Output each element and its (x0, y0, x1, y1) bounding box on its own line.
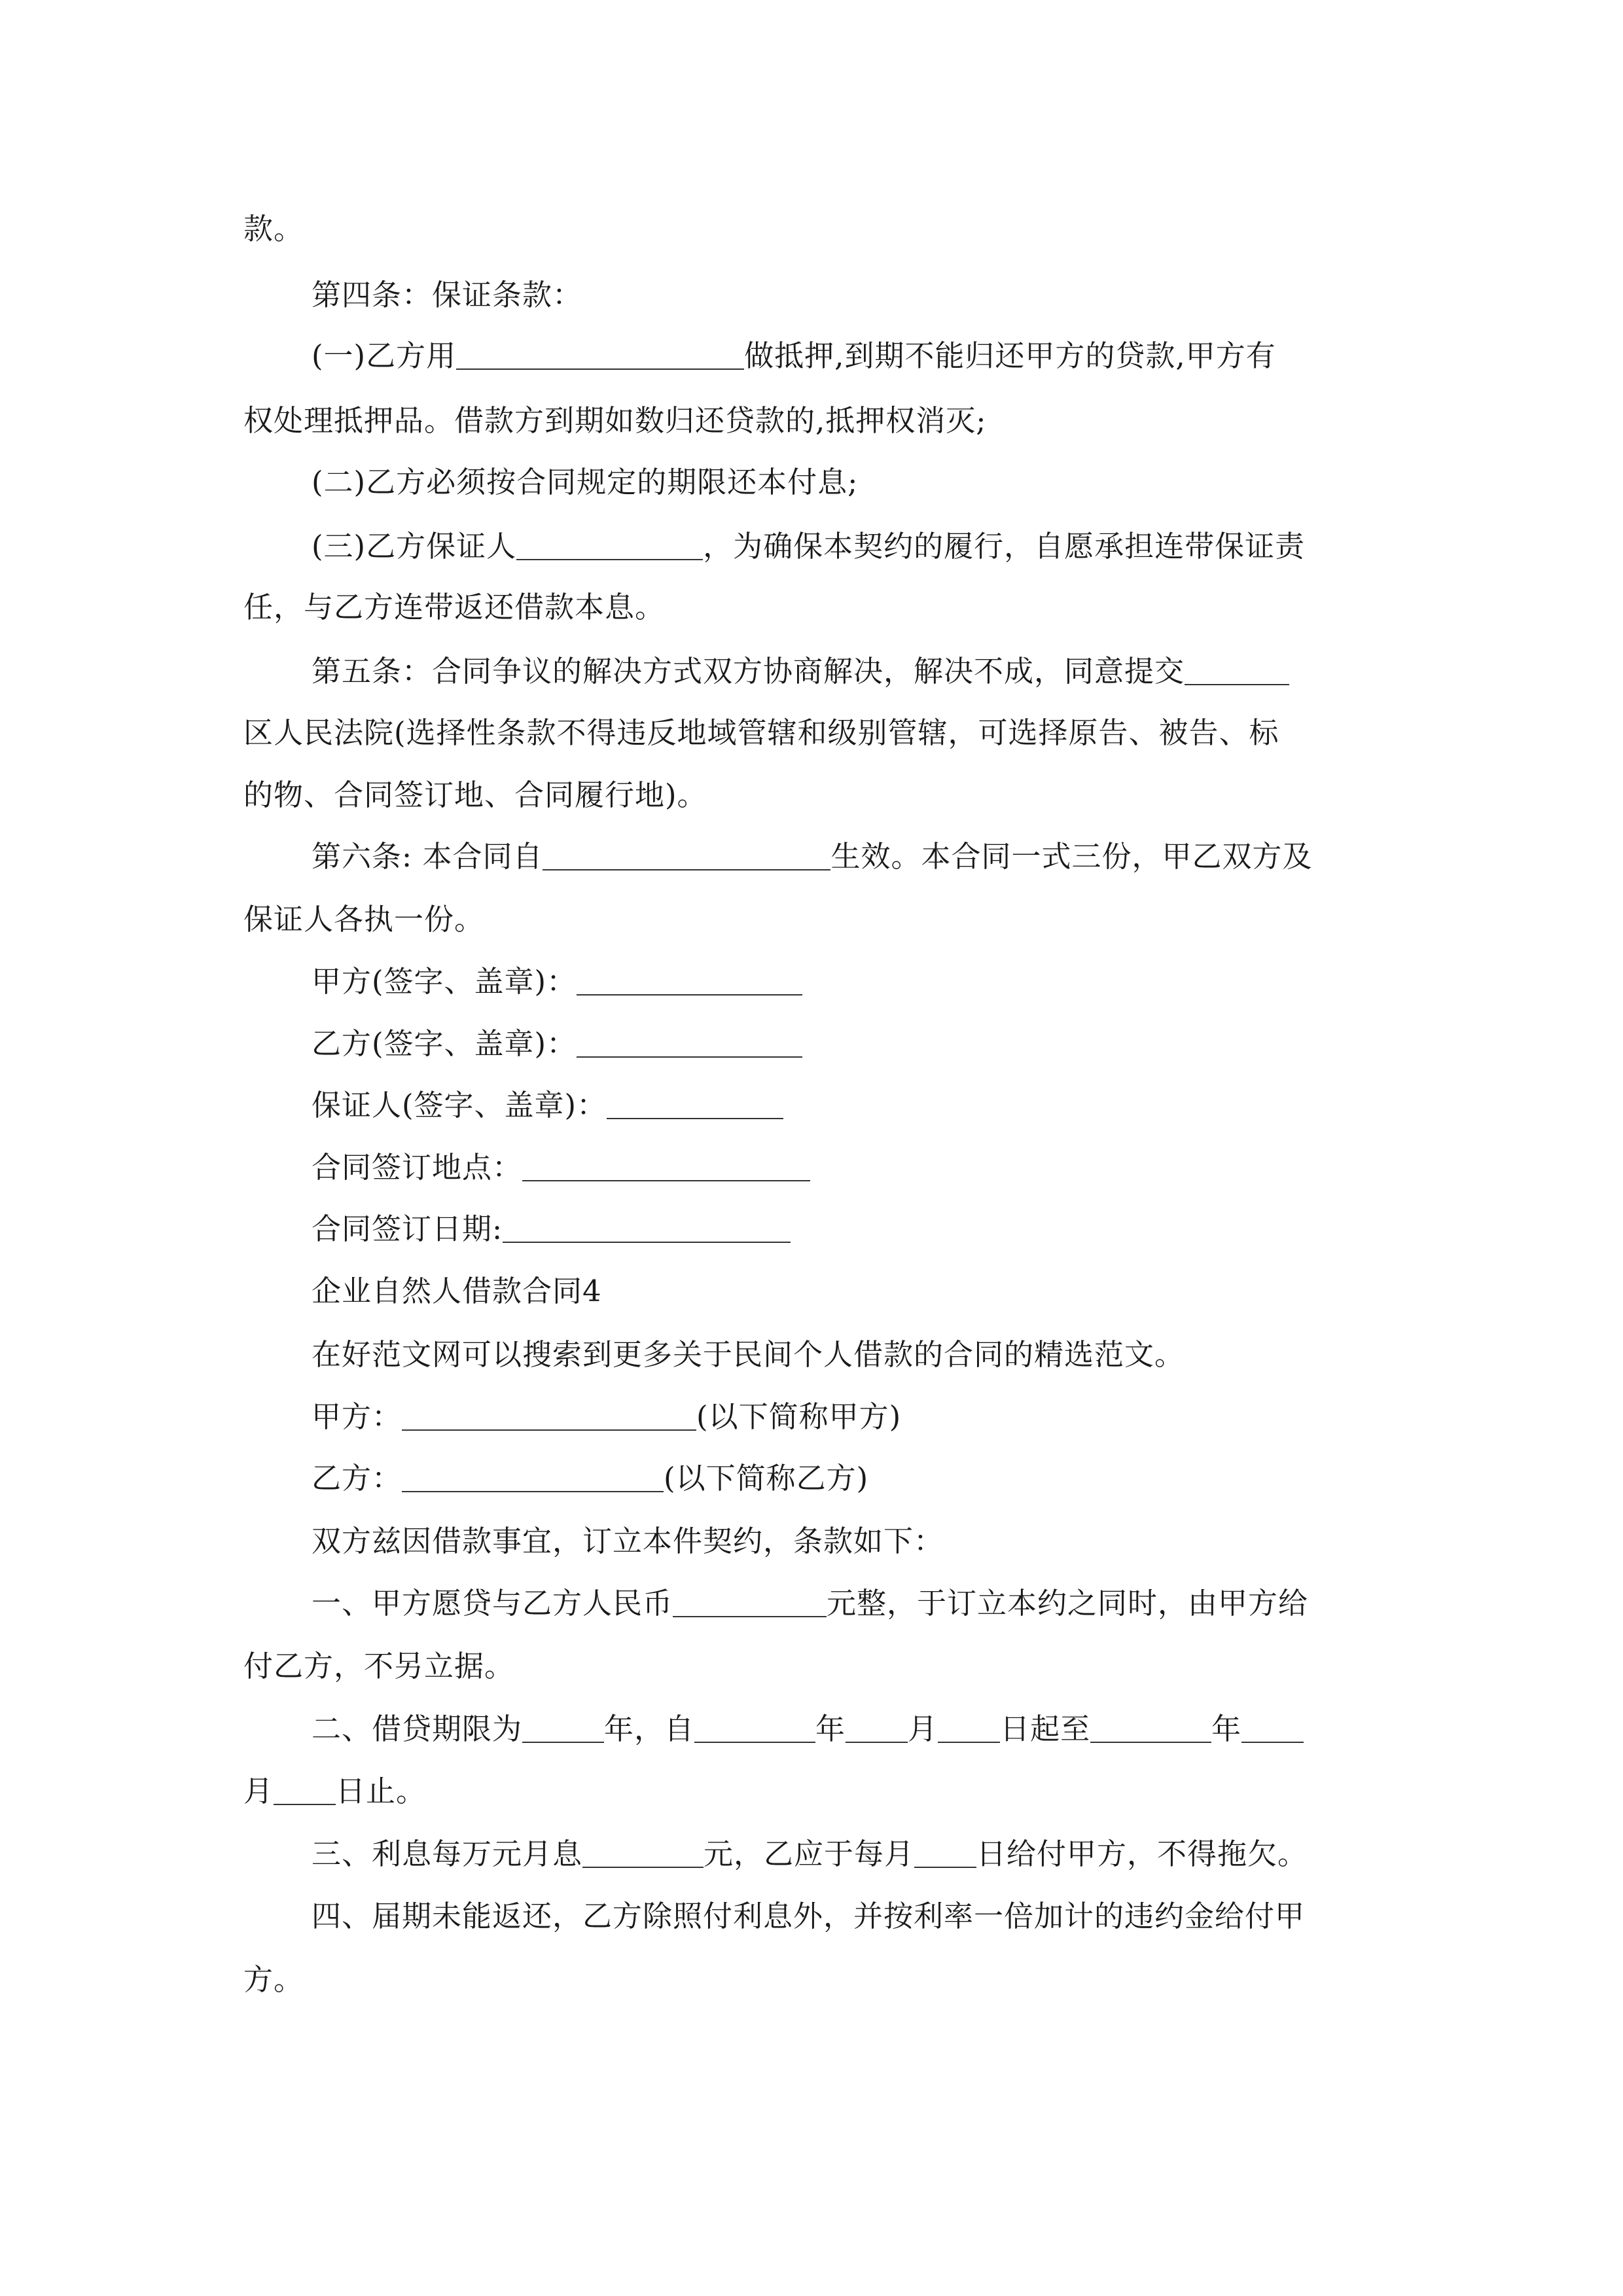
term-1-line-1: 一、甲方愿贷与乙方人民币 元整，于订立本约之同时，由甲方给 (312, 1586, 1309, 1621)
intro-text: 在好范文网可以搜索到更多关于民间个人借款的合同的精选范文。 (312, 1337, 1185, 1372)
clause-3-line-1: (三)乙方保证人 ，为确保本契约的履行，自愿承担连带保证责 (312, 529, 1306, 564)
start-year-blank[interactable] (694, 1715, 815, 1743)
clause-2: (二)乙方必须按合同规定的期限还本付息; (312, 465, 859, 499)
payment-day-blank[interactable] (914, 1840, 976, 1868)
court-district-blank[interactable] (1185, 658, 1289, 685)
article-5-line-1: 第五条：合同争议的解决方式双方协商解决，解决不成，同意提交 (312, 656, 1289, 686)
clause-1-line-1: (一)乙方用 做抵押,到期不能归还甲方的贷款,甲方有 (312, 338, 1276, 373)
party-b-signature-line: 乙方(签字、盖章)： (312, 1029, 802, 1058)
preamble: 双方兹因借款事宜，订立本件契约，条款如下： (312, 1524, 944, 1558)
party-a-line: 甲方： (以下简称甲方) (312, 1399, 902, 1434)
signing-place-blank[interactable] (522, 1154, 810, 1181)
loan-amount-blank[interactable] (673, 1590, 827, 1617)
term-2-line-1: 二、借贷期限为 年，自 年 月 日起至 年 (312, 1714, 1304, 1744)
effective-date-blank[interactable] (543, 843, 830, 870)
start-day-blank[interactable] (938, 1715, 1000, 1743)
article-5-line-3: 的物、合同签订地、合同履行地)。 (243, 778, 707, 812)
signing-date-blank[interactable] (503, 1215, 791, 1243)
article-5-line-2: 区人民法院(选择性条款不得违反地域管辖和级别管辖，可选择原告、被告、标 (243, 715, 1279, 750)
article-4-title: 第四条：保证条款： (312, 278, 583, 312)
party-a-signature-line: 甲方(签字、盖章)： (312, 967, 802, 996)
start-month-blank[interactable] (846, 1715, 908, 1743)
signing-place-line: 合同签订地点： (312, 1153, 810, 1182)
end-month-blank-a[interactable] (1241, 1715, 1304, 1743)
monthly-interest-blank[interactable] (582, 1840, 704, 1868)
guarantor-signature-line: 保证人(签字、盖章)： (312, 1090, 783, 1120)
guarantor-name-blank[interactable] (516, 533, 703, 560)
article-6-line-2: 保证人各执一份。 (243, 902, 485, 937)
end-day-blank[interactable] (274, 1778, 336, 1805)
term-1-line-2: 付乙方，不另立据。 (243, 1649, 515, 1683)
end-year-blank[interactable] (1090, 1715, 1211, 1743)
clause-1-line-2: 权处理抵押品。借款方到期如数归还贷款的,抵押权消灭; (243, 403, 987, 438)
party-b-signature-blank[interactable] (577, 1030, 802, 1058)
clause-3-line-2: 任，与乙方连带返还借款本息。 (243, 590, 666, 624)
term-4-line-2: 方。 (243, 1962, 304, 1997)
party-a-name-blank[interactable] (402, 1403, 696, 1431)
party-b-line: 乙方： (以下简称乙方) (312, 1461, 869, 1496)
party-a-signature-blank[interactable] (577, 968, 802, 996)
article-6-line-1: 第六条: 本合同自 生效。本合同一式三份，甲乙双方及 (312, 839, 1313, 874)
loan-years-blank[interactable] (522, 1715, 604, 1743)
continued-paragraph-tail: 款。 (243, 211, 304, 246)
collateral-blank[interactable] (456, 342, 744, 370)
term-4-line-1: 四、届期未能返还，乙方除照付利息外，并按利率一倍加计的违约金给付甲 (312, 1899, 1306, 1933)
party-b-name-blank[interactable] (402, 1465, 664, 1492)
term-2-line-2: 月 日止。 (243, 1774, 427, 1808)
guarantor-signature-blank[interactable] (607, 1092, 783, 1119)
signing-date-line: 合同签订日期: (312, 1214, 791, 1244)
section-title: 企业自然人借款合同4 (312, 1274, 602, 1308)
term-3: 三、利息每万元月息 元，乙应于每月 日给付甲方，不得拖欠。 (312, 1837, 1308, 1871)
